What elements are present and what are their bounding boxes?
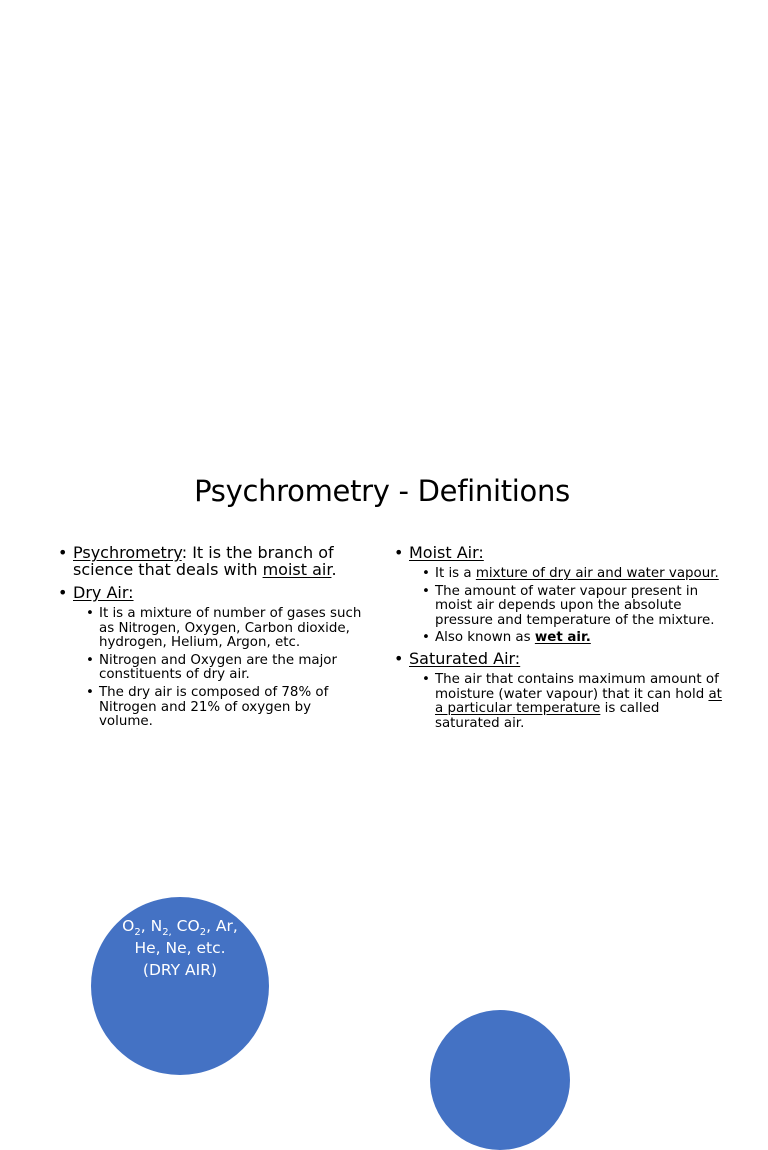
moist-air-points (421, 567, 728, 646)
moist-air-point-3 (421, 631, 728, 646)
left-column (56, 544, 366, 734)
carbon-dioxide-symbol: CO (176, 917, 200, 935)
saturated-air-point-underlined: at a particular temperature (435, 686, 722, 717)
moist-air-point-3-prefix: Also known as (435, 630, 535, 646)
left-bullet-list (56, 544, 366, 601)
gas-list-line-3: (DRY AIR) (142, 961, 218, 979)
nitrogen-subscript: 2, (162, 927, 172, 939)
saturated-air-point-1 (421, 673, 728, 731)
moist-air-heading-text: Moist Air: (409, 543, 484, 562)
psychrometry-term: Psychrometry (73, 543, 182, 562)
dry-air-heading (56, 584, 366, 601)
moist-air-point-1-prefix: It is a (435, 566, 476, 581)
saturated-air-heading-text: Saturated Air: (409, 648, 521, 668)
dry-air-points (85, 607, 366, 730)
moist-air-point-1-underlined: mixture of dry air and water vapour. (475, 566, 719, 581)
saturated-air-points (421, 673, 728, 731)
saturated-air-point-prefix: The air that contains maximum amount of moisture (water vapour) that it can hold (435, 671, 719, 702)
dry-air-point-1: • It is a mixture of number of gases such as Nitrogen, Oxygen, Carbon dioxide, hydrogen, Helium, Argon, etc. (85, 607, 366, 651)
oxygen-subscript: 2 (134, 927, 141, 939)
right-bullet-list-2 (392, 650, 728, 667)
moist-air-point-1 (421, 567, 728, 582)
moist-air-term: moist air (262, 560, 332, 579)
dry-air-heading-text: Dry Air: (73, 583, 134, 602)
psychrometry-period: . (331, 560, 337, 579)
oxygen-symbol: O (122, 917, 135, 935)
dry-air-composition-label (122, 915, 238, 981)
gas-list-line-2: He, Ne, etc. (134, 939, 226, 957)
water-vapour-circle (430, 1010, 570, 1150)
moist-air-heading (392, 544, 728, 561)
psychrometry-definition (56, 544, 366, 578)
carbon-dioxide-subscript: 2 (199, 927, 207, 939)
right-column (392, 544, 728, 735)
argon-text: , Ar, (206, 917, 238, 935)
right-bullet-list (392, 544, 728, 561)
slide-title: Psychrometry - Definitions (194, 474, 570, 508)
wet-air-term: wet air. (534, 630, 591, 646)
gas-list-line-1 (122, 915, 238, 937)
saturated-air-point-suffix: is called saturated air. (435, 701, 660, 731)
dry-air-composition-circle (91, 897, 269, 1075)
gas-separator-1: , (140, 917, 151, 935)
moist-air-point-2: • The amount of water vapour present in moist air depends upon the absolute pressure and temperature of the mixture. (421, 585, 728, 629)
nitrogen-symbol: N (150, 917, 163, 935)
psychrometry-text: : It is the branch of science that deals with (73, 543, 334, 579)
dry-air-point-2: • Nitrogen and Oxygen are the major constituents of dry air. (85, 654, 366, 683)
dry-air-point-3: • The dry air is composed of 78% of Nitrogen and 21% of oxygen by volume. (85, 686, 366, 730)
saturated-air-heading (392, 650, 728, 667)
